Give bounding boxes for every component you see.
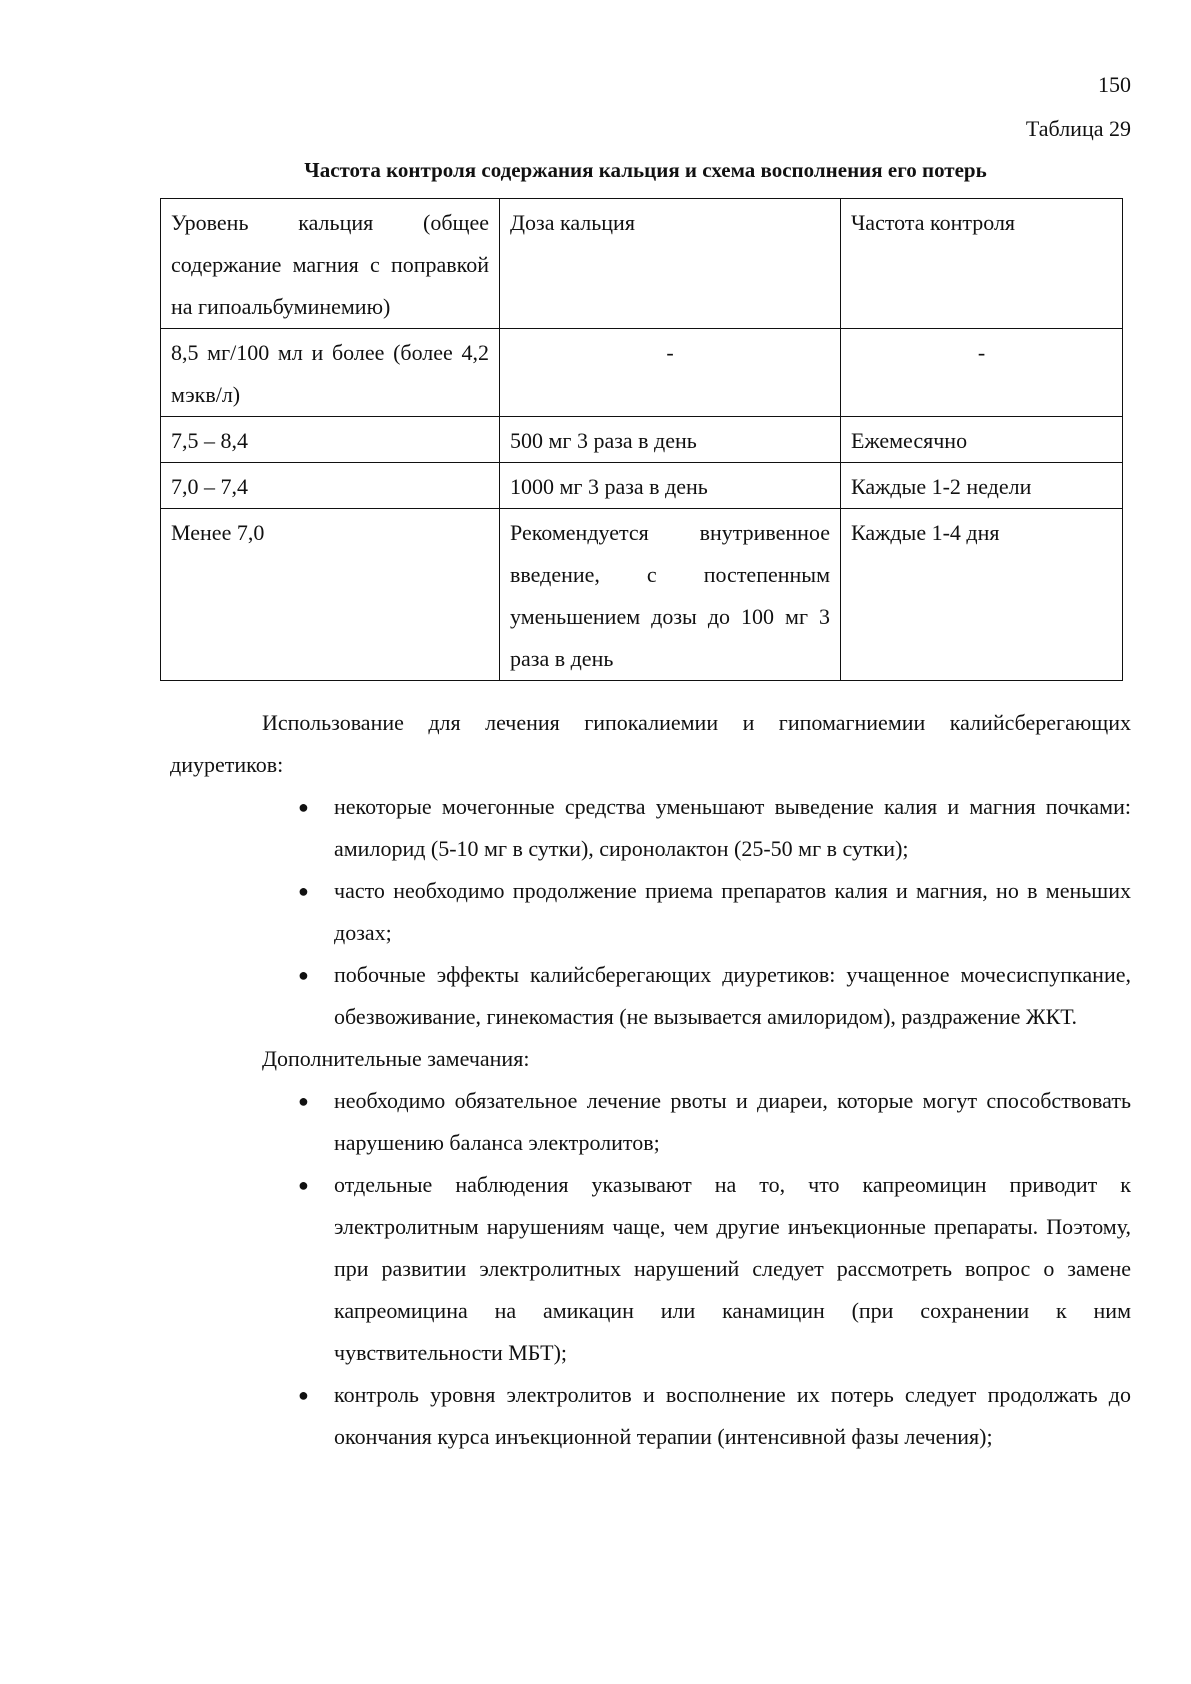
list-item [170, 954, 1131, 1038]
table-row [161, 329, 1123, 417]
list-item-text: побочные эффекты калийсберегающих диуретиков: учащенное мочесиспупкание, обезвоживание, гинекомастия (не вызывается амилоридом), раздражение ЖКТ. [334, 962, 1131, 1029]
table-label: Таблица 29 [1025, 116, 1131, 141]
cell-dose: 1000 мг 3 раза в день [500, 463, 841, 509]
bullet-icon: ● [298, 797, 309, 817]
table-header-row [161, 199, 1123, 329]
list-item-text: необходимо обязательное лечение рвоты и диареи, которые могут способствовать нарушению баланса электролитов; [334, 1088, 1131, 1155]
cell-frequency: Каждые 1-4 дня [841, 509, 1123, 681]
list-item [170, 870, 1131, 954]
cell-dose: 500 мг 3 раза в день [500, 417, 841, 463]
bullet-icon: ● [298, 881, 309, 901]
list-item [170, 1164, 1131, 1374]
table-row [161, 417, 1123, 463]
table-row [161, 463, 1123, 509]
page-number: 150 [1098, 72, 1131, 97]
cell-level: 7,0 – 7,4 [161, 463, 500, 509]
list-item-text: некоторые мочегонные средства уменьшают выведение калия и магния почками: амилорид (5-10 мг в сутки), сиронолактон (25-50 мг в сутки); [334, 794, 1131, 861]
list-item [170, 786, 1131, 870]
cell-dose: - [500, 329, 841, 417]
bullet-icon: ● [298, 965, 309, 985]
list-item-text: отдельные наблюдения указывают на то, что капреомицин приводит к электролитным нарушениям чаще, чем другие инъекционные препараты. Поэтому, при развитии электролитных нарушений следует рассмотреть вопрос о замене капреомицина на амикацин или канамицин (при сохранении к ним чувствительности МБТ); [334, 1172, 1131, 1365]
additional-notes-list [170, 1080, 1131, 1458]
body-text [170, 702, 1131, 1458]
list-item-text: часто необходимо продолжение приема препаратов калия и магния, но в меньших дозах; [334, 878, 1131, 945]
table-row [161, 509, 1123, 681]
diuretics-intro: Использование для лечения гипокалиемии и гипомагниемии калийсберегающих диуретиков: [170, 710, 1131, 777]
header-calcium-dose: Доза кальция [500, 199, 841, 329]
header-control-frequency: Частота контроля [841, 199, 1123, 329]
cell-frequency: Ежемесячно [841, 417, 1123, 463]
bullet-icon: ● [298, 1385, 309, 1405]
table-title: Частота контроля содержания кальция и схема восполнения его потерь [304, 158, 987, 182]
list-item [170, 1374, 1131, 1458]
bullet-icon: ● [298, 1175, 309, 1195]
cell-level: Менее 7,0 [161, 509, 500, 681]
diuretics-list [170, 786, 1131, 1038]
cell-frequency: - [841, 329, 1123, 417]
header-calcium-level: Уровень кальция (общее содержание магния с поправкой на гипоальбуминемию) [161, 199, 500, 329]
cell-level: 7,5 – 8,4 [161, 417, 500, 463]
calcium-control-table [160, 198, 1123, 681]
cell-level: 8,5 мг/100 мл и более (более 4,2 мэкв/л) [161, 329, 500, 417]
cell-frequency: Каждые 1-2 недели [841, 463, 1123, 509]
additional-notes-intro: Дополнительные замечания: [262, 1046, 530, 1071]
list-item-text: контроль уровня электролитов и восполнение их потерь следует продолжать до окончания курса инъекционной терапии (интенсивной фазы лечения); [334, 1382, 1131, 1449]
bullet-icon: ● [298, 1091, 309, 1111]
list-item [170, 1080, 1131, 1164]
cell-dose: Рекомендуется внутривенное введение, с постепенным уменьшением дозы до 100 мг 3 раза в день [500, 509, 841, 681]
